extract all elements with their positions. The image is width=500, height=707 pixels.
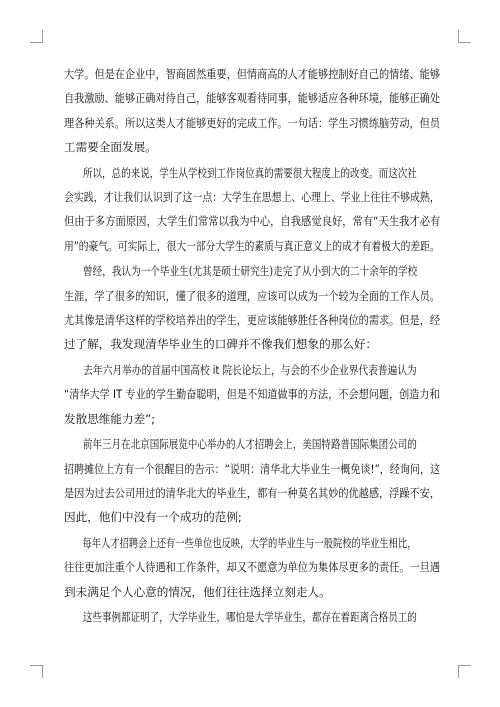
crop-mark-bottom-left (30, 665, 43, 678)
text-line: 会实践，才让我们认识到了这一点：大学生在思想上、心理上、学业上往往不够成熟， (64, 190, 440, 205)
text-line: 因此，他们中没有一个成功的范例; (64, 510, 242, 525)
crop-mark-bottom-right (458, 665, 471, 678)
text-line: 招聘摊位上方有一个很醒目的告示：“说明：清华北大毕业生一概免谈!”，经询问，这 (64, 461, 441, 476)
paragraph (64, 259, 440, 357)
text-line: 去年六月举办的首届中国高校 it 院长论坛上，与会的不少企业界代表普遍认为 (83, 362, 417, 377)
text-line: 生涯，学了很多的知识，懂了很多的道理，应该可以成为一个较为全面的工作人员。 (64, 288, 440, 303)
text-line: 这些事例都证明了，大学毕业生，哪怕是大学毕业生，都存在着距离合格员工的 (82, 609, 417, 624)
text-line: 用”的豪气。可实际上，很大一部分大学生的素质与真正意义上的成才有着极大的差距。 (64, 238, 440, 253)
paragraph (64, 432, 440, 530)
text-line: 尤其像是清华这样的学校培养出的学生，更应该能够胜任各种岗位的需求。但是，经 (64, 313, 440, 328)
text-line: 大学。但是在企业中，智商固然重要，但情商高的人才能够控制好自己的情绪、能够 (64, 67, 440, 81)
paragraph (64, 62, 440, 160)
crop-mark-top-left (30, 30, 43, 43)
crop-mark-top-right (458, 30, 471, 43)
text-line: 发散思维能力差”; (64, 411, 156, 426)
text-line: 过了解，我发现清华毕业生的口碑并不像我们想象的那么好： (64, 337, 378, 352)
text-line: 每年人才招聘会上还有一些单位也反映，大学的毕业生与一般院校的毕业生相比， (82, 535, 417, 550)
text-line: “清华大学 IT 专业的学生勤奋聪明，但是不知道做事的方法，不会想问题，创造力和 (64, 387, 440, 402)
text-line: 是因为过去公司用过的清华北大的毕业生，都有一种莫名其妙的优越感，浮躁不安， (64, 485, 440, 500)
text-line: 工需要全面发展。 (64, 140, 157, 155)
paragraph (64, 161, 440, 259)
paragraph (64, 358, 440, 431)
text-line: 到未满足个人心意的情况，他们往往选择立刻走人。 (64, 584, 331, 599)
text-line: 理各种关系。所以这类人才能够更好的完成工作。一句话：学生习惯练脑劳动，但员 (64, 115, 440, 130)
paragraph (64, 531, 440, 604)
text-line: 自我激励、能够正确对待自己，能够客观看待同事，能够适应各种环境，能够正确处 (64, 91, 440, 106)
document-body (64, 62, 440, 630)
text-line: 前年三月在北京国际展览中心举办的人才招聘会上，美国特路普国际集团公司的 (82, 437, 417, 452)
text-line: 但由于多方面原因，大学生们常常以我为中心，自我感觉良好，常有“天生我才必有 (64, 214, 441, 229)
text-line: 所以，总的来说，学生从学校到工作岗位真的需要很大程度上的改变。而这次社 (82, 165, 417, 180)
text-line: 曾经，我认为一个毕业生(尤其是硕士研究生)走完了从小到大的二十余年的学校 (83, 264, 418, 279)
text-line: 往往更加注重个人待遇和工作条件，却又不愿意为单位为集体尽更多的责任。一旦遇 (64, 560, 440, 575)
paragraph (64, 605, 440, 629)
